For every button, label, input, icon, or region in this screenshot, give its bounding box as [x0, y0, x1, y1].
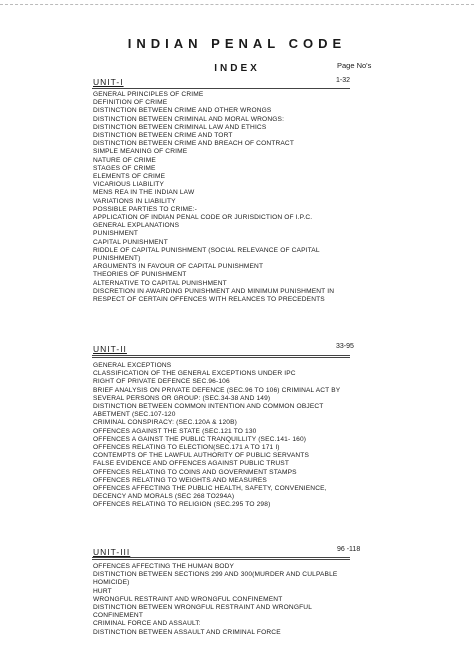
topic-item: ELEMENTS OF CRIME: [93, 173, 166, 181]
topic-item: OFFENCES AFFECTING THE HUMAN BODY: [93, 563, 235, 570]
topic-item: DISTINCTION BETWEEN ASSAULT AND CRIMINAL FORCE: [93, 628, 281, 636]
topic-item: DISTINCTION BETWEEN CRIMINAL LAW AND ETHICS: [93, 123, 267, 131]
topic-item: RIGHT OF PRIVATE DEFENCE SEC.96-106: [93, 378, 230, 386]
topic-item: GENERAL EXCEPTIONS: [93, 362, 172, 369]
topic-item: RIDDLE OF CAPITAL PUNISHMENT (SOCIAL RELEVANCE OF CAPITAL PUNISHMENT): [93, 246, 320, 263]
topic-item: DISTINCTION BETWEEN SECTIONS 299 AND 300(MURDER AND CULPABLE HOMICIDE): [93, 571, 338, 587]
topic-item: OFFENCES AFFECTING THE PUBLIC HEALTH, SAFETY, CONVENIENCE, DECENCY AND MORALS (SEC 268 TO294A): [93, 485, 327, 501]
topic-item: OFFENCES RELATING TO RELIGION (SEC.295 TO 298): [93, 501, 271, 509]
document-title: INDIAN PENAL CODE: [127, 36, 347, 51]
topic-item: DEFINITION OF CRIME: [93, 99, 168, 107]
unit-2-pages: 33-95: [336, 343, 354, 350]
topic-item: APPLICATION OF INDIAN PENAL CODE OR JURISDICTION OF I.P.C.: [93, 214, 313, 222]
topic-item: DISTINCTION BETWEEN WRONGFUL RESTRAINT AND WRONGFUL CONFINEMENT: [93, 604, 312, 620]
topic-item: FALSE EVIDENCE AND OFFENCES AGAINST PUBLIC TRUST: [93, 460, 290, 468]
topic-item: OFFENCES A GAINST THE PUBLIC TRANQUILLITY (SEC.141- 160): [93, 435, 307, 443]
topic-item: ARGUMENTS IN FAVOUR OF CAPITAL PUNISHMENT: [93, 263, 264, 271]
topic-item: OFFENCES RELATING TO ELECTION(SEC.171 A TO 171 I): [93, 444, 280, 452]
unit-3-topic-list: [93, 563, 343, 637]
topic-item: THEORIES OF PUNISHMENT: [93, 271, 187, 279]
topic-item: OFFENCES AGAINST THE STATE (SEC.121 TO 130: [93, 427, 257, 435]
topic-item: CLASSIFICATION OF THE GENERAL EXCEPTIONS UNDER IPC: [93, 370, 296, 378]
topic-item: GENERAL PRINCIPLES OF CRIME: [93, 91, 204, 98]
unit-3-heading: UNIT-III: [93, 547, 131, 557]
unit-2-topic-list: [93, 362, 343, 510]
topic-item: WRONGFUL RESTRAINT AND WRONGFUL CONFINEMENT: [93, 595, 283, 603]
topic-item: OFFENCES RELATING TO WEIGHTS AND MEASURES: [93, 476, 267, 484]
topic-item: PUNISHMENT: [93, 230, 139, 238]
topic-item: CONTEMPTS OF THE LAWFUL AUTHORITY OF PUBLIC SERVANTS: [93, 452, 310, 460]
topic-item: CRIMINAL FORCE AND ASSAULT:: [93, 620, 201, 628]
unit-3-rule: [92, 557, 350, 560]
topic-item: NATURE OF CRIME: [93, 156, 156, 164]
topic-item: ABETMENT (SEC.107-120: [93, 411, 176, 419]
topic-item: GENERAL EXPLANATIONS: [93, 222, 180, 230]
topic-item: DISTINCTION BETWEEN CRIMINAL AND MORAL WRONGS:: [93, 115, 285, 123]
unit-1-pages: 1-32: [336, 77, 351, 84]
topic-item: DISTINCTION BETWEEN CRIME AND BREACH OF CONTRACT: [93, 140, 294, 148]
topic-item: STAGES OF CRIME: [93, 164, 156, 172]
topic-item: MENS REA IN THE INDIAN LAW: [93, 189, 195, 197]
index-heading: INDEX: [214, 63, 260, 74]
unit-1-rule: [92, 88, 350, 89]
topic-item: HURT: [93, 587, 112, 595]
topic-item: VARIATIONS IN LIABILITY: [93, 197, 176, 205]
page-nos-label: Page No's: [337, 61, 372, 70]
unit-2-rule: [92, 355, 350, 358]
topic-item: POSSIBLE PARTIES TO CRIME:-: [93, 205, 197, 213]
topic-item: DISTINCTION BETWEEN CRIME AND TORT: [93, 132, 233, 140]
unit-3-pages: 96 -118: [337, 546, 361, 553]
topic-item: DISCRETION IN AWARDING PUNISHMENT AND MINIMUM PUNISHMENT IN RESPECT OF CERTAIN OFFENCES WITH RELANCES TO PRECEDENTS: [93, 287, 335, 304]
topic-item: CAPITAL PUNISHMENT: [93, 238, 168, 246]
topic-item: CRIMINAL CONSPIRACY: (SEC.120A & 120B): [93, 419, 237, 427]
topic-item: SIMPLE MEANING OF CRIME: [93, 148, 188, 156]
topic-item: OFFENCES RELATING TO COINS AND GOVERNMENT STAMPS: [93, 468, 297, 476]
unit-2-heading: UNIT-II: [93, 344, 127, 354]
topic-item: ALTERNATIVE TO CAPITAL PUNISHMENT: [93, 279, 227, 287]
unit-1-heading: UNIT-I: [93, 77, 124, 87]
topic-item: VICARIOUS LIABILITY: [93, 181, 165, 189]
scan-edge-line: [0, 4, 474, 6]
topic-item: BRIEF ANALYSIS ON PRIVATE DEFENCE (SEC.96 TO 106) CRIMINAL ACT BY SEVERAL PERSONS OR GROUP: (SEC.34-38 AND 149): [93, 386, 341, 402]
topic-item: DISTINCTION BETWEEN COMMON INTENTION AND COMMON OBJECT: [93, 403, 324, 411]
topic-item: DISTINCTION BETWEEN CRIME AND OTHER WRONGS: [93, 107, 272, 115]
unit-1-topic-list: [93, 91, 343, 304]
